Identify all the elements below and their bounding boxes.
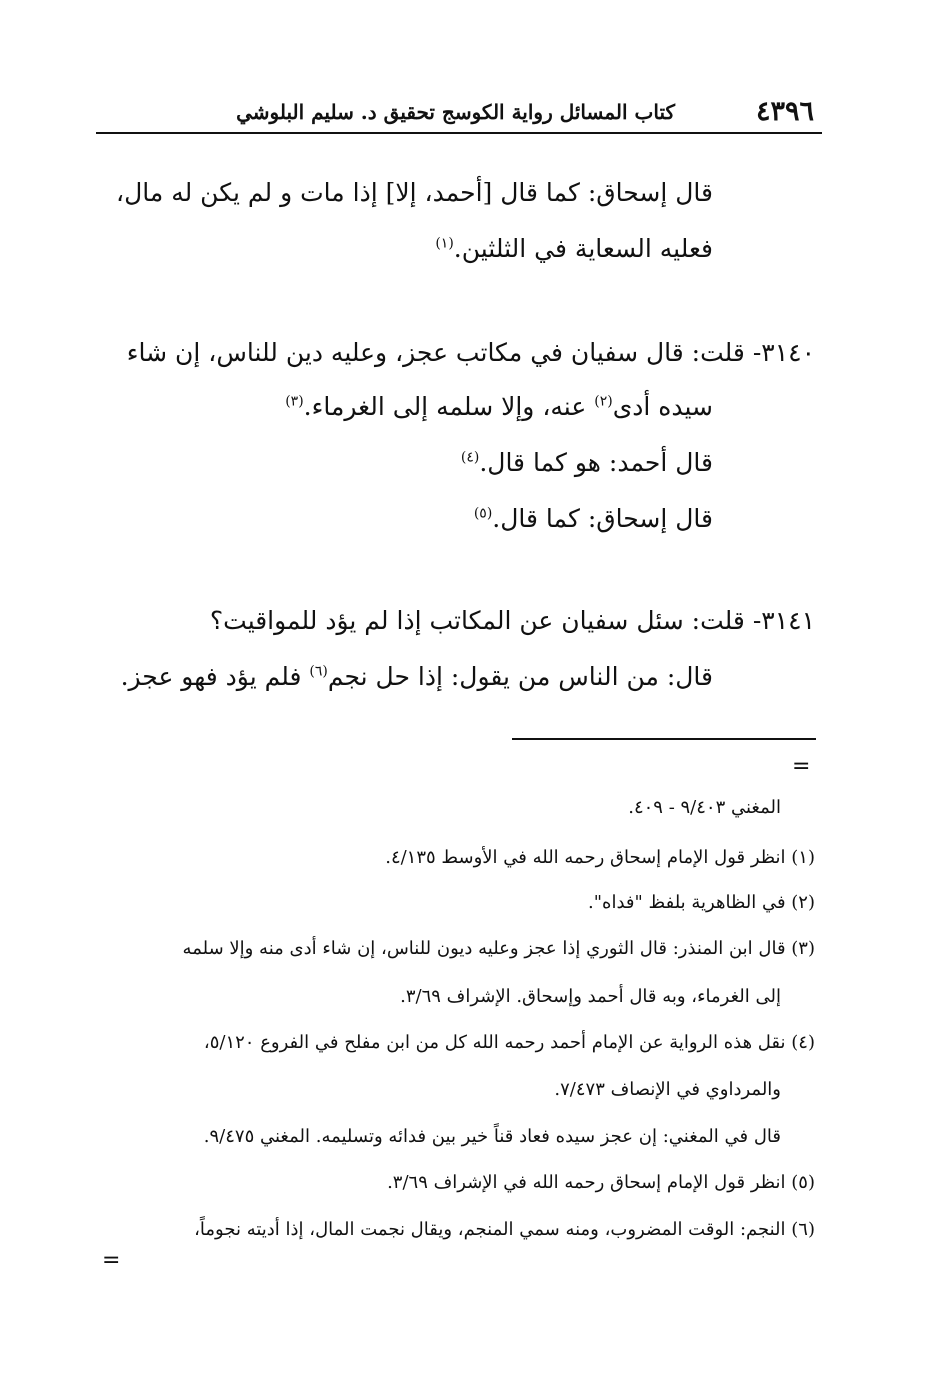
page-number: ٤٣٩٦ — [755, 96, 814, 127]
body-text: ٣١٤٠- قلت: قال سفيان في مكاتب عجز، وعليه دين للناس، إن شاء — [126, 338, 815, 367]
body-text: عنه، وإلا سلمه إلى الغرماء. — [303, 392, 595, 421]
footnote-ref: (١) — [435, 235, 454, 252]
footnote-separator — [512, 738, 816, 740]
footnote-4-line-2: والمرداوي في الإنصاف ٧/٤٧٣. — [554, 1079, 781, 1100]
body-text: قال إسحاق: كما قال. — [492, 504, 713, 533]
question-3140-line-2 — [285, 390, 713, 424]
footnote-ref: (٤) — [460, 449, 480, 466]
footnote-ref: (٢) — [594, 393, 613, 410]
body-text: فعليه السعاية في الثلثين. — [453, 234, 713, 263]
continuation-mark-bottom: = — [102, 1248, 121, 1273]
body-text: قال إسحاق: كما قال [أحمد، إلا] إذا مات و لم يكن له مال، — [116, 178, 713, 207]
footnote-3-line-1: (٣) قال ابن المنذر: قال الثوري إذا عجز وعليه ديون للناس، إن شاء أدى منه وإلا سلمه — [182, 938, 815, 959]
body-text: ٣١٤١- قلت: سئل سفيان عن المكاتب إذا لم يؤد للمواقيت؟ — [209, 606, 815, 635]
question-3140-ahmad — [461, 446, 713, 480]
question-3141-line-1 — [210, 604, 815, 638]
running-title: كتاب المسائل رواية الكوسج تحقيق د. سليم البلوشي — [236, 100, 675, 124]
header-rule — [96, 132, 822, 134]
footnote-4-line-1: (٤) نقل هذه الرواية عن الإمام أحمد رحمه الله كل من ابن مفلح في الفروع ٥/١٢٠، — [203, 1032, 815, 1053]
body-text: قال أحمد: هو كما قال. — [479, 448, 713, 477]
body-line-ishaq-2 — [435, 232, 713, 266]
footnote-4-line-3: قال في المغني: إن عجز سيده فعاد قناً خير بين فدائه وتسليمه. المغني ٩/٤٧٥. — [203, 1126, 781, 1147]
footnote-3-line-2: إلى الغرماء، وبه قال أحمد وإسحاق. الإشراف ٣/٦٩. — [400, 986, 781, 1007]
continuation-mark-top: = — [792, 754, 811, 779]
footnote-5: (٥) انظر قول الإمام إسحاق رحمه الله في الإشراف ٣/٦٩. — [387, 1172, 815, 1193]
footnote-2: (٢) في الظاهرية بلفظ "فداه". — [588, 892, 815, 913]
body-text: قال: من الناس من يقول: إذا حل نجم — [327, 662, 713, 691]
body-line-ishaq-1 — [116, 176, 713, 210]
body-text: فلم يؤد فهو عجز. — [120, 662, 310, 691]
question-3140-ishaq — [474, 502, 713, 536]
footnote-6: (٦) النجم: الوقت المضروب، ومنه سمي المنجم، ويقال نجمت المال، إذا أديته نجوماً، — [194, 1219, 815, 1240]
footnote-ref: (٦) — [309, 663, 328, 680]
footnote-ref: (٥) — [473, 505, 493, 522]
question-3141-line-2 — [121, 660, 713, 694]
question-3140-line-1 — [127, 336, 815, 370]
footnote-ref: (٣) — [285, 393, 304, 410]
body-text: سيده أدى — [612, 392, 713, 421]
footnote-carry: المغني ٩/٤٠٣ - ٤٠٩. — [628, 797, 781, 818]
page-header — [96, 92, 820, 132]
footnote-1: (١) انظر قول الإمام إسحاق رحمه الله في الأوسط ٤/١٣٥. — [385, 847, 815, 868]
